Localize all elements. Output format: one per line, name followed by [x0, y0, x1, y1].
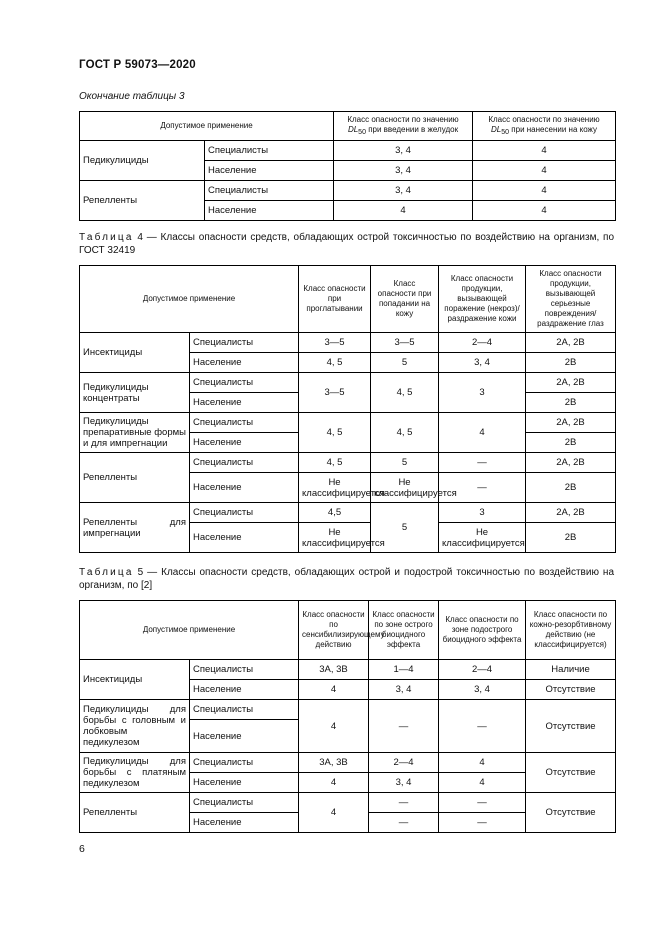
document-header: ГОСТ Р 59073—2020	[79, 59, 196, 71]
cell-value: Отсутствие	[526, 680, 616, 700]
cell-value: 4, 5	[371, 373, 439, 413]
cell-value: 4, 5	[299, 453, 371, 473]
table5-header-skin-resorptive: Класс опасности по кожно-резорбтивному действию (не классифицируется)	[526, 601, 616, 660]
user-category: Специалисты	[190, 333, 299, 353]
cell-value: 2—4	[439, 660, 526, 680]
cell-value: 3, 4	[369, 773, 439, 793]
cell-value: 2—4	[439, 333, 526, 353]
user-category: Население	[190, 393, 299, 413]
user-category: Население	[205, 201, 334, 221]
table3-header-application: Допустимое применение	[80, 112, 334, 141]
cell-value: 3А, 3В	[299, 753, 369, 773]
group-name: Педикулициды концентраты	[80, 373, 190, 413]
cell-value: 4	[473, 161, 616, 181]
cell-value: 1—4	[369, 660, 439, 680]
table4-caption: Таблица 4 — Классы опасности средств, обладающих острой токсичностью по воздействию на организм, по ГОСТ 32419	[79, 232, 615, 256]
table3-continuation-label: Окончание таблицы 3	[79, 91, 185, 102]
cell-value: 4, 5	[299, 413, 371, 453]
table5	[79, 600, 616, 833]
cell-value: 2В	[526, 393, 616, 413]
table3	[79, 111, 616, 221]
table4-header-skin-contact: Класс опасности при попадании на кожу	[371, 266, 439, 333]
cell-value: —	[369, 813, 439, 833]
cell-value: 4	[334, 201, 473, 221]
user-category: Население	[190, 720, 299, 753]
table-row	[80, 453, 616, 473]
user-category: Специалисты	[190, 700, 299, 720]
group-name: Инсектициды	[80, 333, 190, 373]
cell-value: 3—5	[299, 373, 371, 413]
cell-value: 3—5	[299, 333, 371, 353]
user-category: Специалисты	[190, 793, 299, 813]
cell-value: 2—4	[369, 753, 439, 773]
cell-value: 4, 5	[299, 353, 371, 373]
table-row	[80, 141, 616, 161]
table-row	[80, 660, 616, 680]
user-category: Специалисты	[190, 503, 299, 523]
table-row	[80, 373, 616, 393]
cell-value: 2А, 2В	[526, 333, 616, 353]
cell-value: —	[439, 453, 526, 473]
user-category: Население	[190, 773, 299, 793]
cell-value: —	[369, 793, 439, 813]
user-category: Специалисты	[190, 753, 299, 773]
cell-value: 3, 4	[334, 161, 473, 181]
table-row	[80, 333, 616, 353]
user-category: Население	[205, 161, 334, 181]
cell-value: 5	[371, 503, 439, 553]
cell-value: Отсутствие	[526, 700, 616, 753]
cell-value: 2А, 2В	[526, 413, 616, 433]
user-category: Специалисты	[190, 660, 299, 680]
cell-value: —	[439, 793, 526, 813]
cell-value: —	[439, 813, 526, 833]
cell-value: 4,5	[299, 503, 371, 523]
table-row	[80, 503, 616, 523]
group-name: Инсектициды	[80, 660, 190, 700]
cell-value: 4	[473, 141, 616, 161]
cell-value: 4	[299, 793, 369, 833]
cell-value: 3, 4	[439, 680, 526, 700]
cell-value: 2В	[526, 433, 616, 453]
cell-value: Отсутствие	[526, 753, 616, 793]
cell-value: 3, 4	[334, 141, 473, 161]
table4-header-eye-damage: Класс опасности продукции, вызывающей серьезные повреждения/ раздражение глаз	[526, 266, 616, 333]
table5-header-subacute-biocidal: Класс опасности по зоне подострого биоцидного эффекта	[439, 601, 526, 660]
cell-value: 2В	[526, 523, 616, 553]
group-name: Педикулициды препаративные формы и для импрегнации	[80, 413, 190, 453]
table3-header-dl50-dermal: Класс опасности по значению $DL_{50}$ при нанесении на кожу	[473, 112, 616, 141]
cell-value: 4	[439, 773, 526, 793]
cell-value: 3, 4	[439, 353, 526, 373]
cell-value: 5	[371, 353, 439, 373]
cell-value: 5	[371, 453, 439, 473]
user-category: Население	[190, 680, 299, 700]
table4	[79, 265, 616, 553]
group-name: Педикулициды для борьбы с платяным педикулезом	[80, 753, 190, 793]
table-row	[80, 700, 616, 720]
cell-value: 4	[299, 680, 369, 700]
cell-value: Не классифицируется	[371, 473, 439, 503]
cell-value: 3	[439, 373, 526, 413]
group-name: Репелленты	[80, 181, 205, 221]
table5-header-sensitization: Класс опасности по сенсибилизирующему действию	[299, 601, 369, 660]
table3-header-dl50-oral: Класс опасности по значению $DL_{50}$ при введении в желудок	[334, 112, 473, 141]
cell-value: 4	[473, 181, 616, 201]
cell-value: 4	[439, 753, 526, 773]
cell-value: 3А, 3В	[299, 660, 369, 680]
cell-value: Не классифицируется	[439, 523, 526, 553]
user-category: Специалисты	[205, 181, 334, 201]
table4-header-ingestion: Класс опасности при проглатывании	[299, 266, 371, 333]
page-number: 6	[79, 843, 85, 855]
table5-header-application: Допустимое применение	[80, 601, 299, 660]
user-category: Население	[190, 353, 299, 373]
group-name: Репелленты	[80, 453, 190, 503]
cell-value: —	[439, 473, 526, 503]
user-category: Специалисты	[190, 373, 299, 393]
group-name: Репелленты	[80, 793, 190, 833]
table5-caption: Таблица 5 — Классы опасности средств, обладающих острой и подострой токсичностью по воздействию на организм, по [2]	[79, 567, 615, 591]
user-category: Специалисты	[190, 413, 299, 433]
user-category: Население	[190, 433, 299, 453]
cell-value: 2А, 2В	[526, 373, 616, 393]
cell-value: 4	[473, 201, 616, 221]
cell-value: Наличие	[526, 660, 616, 680]
cell-value: —	[369, 700, 439, 753]
cell-value: 2В	[526, 353, 616, 373]
cell-value: 4	[299, 700, 369, 753]
user-category: Население	[190, 523, 299, 553]
table-row	[80, 413, 616, 433]
cell-value: 4	[439, 413, 526, 453]
cell-value: Не классифицируется	[299, 523, 371, 553]
table-row	[80, 753, 616, 773]
user-category: Специалисты	[205, 141, 334, 161]
table-row	[80, 793, 616, 813]
cell-value: 3—5	[371, 333, 439, 353]
cell-value: 2В	[526, 473, 616, 503]
table4-header-application: Допустимое применение	[80, 266, 299, 333]
cell-value: 3	[439, 503, 526, 523]
cell-value: 3, 4	[369, 680, 439, 700]
cell-value: 4, 5	[371, 413, 439, 453]
cell-value: 4	[299, 773, 369, 793]
user-category: Население	[190, 813, 299, 833]
cell-value: Отсутствие	[526, 793, 616, 833]
table5-header-acute-biocidal: Класс опасности по зоне острого биоцидного эффекта	[369, 601, 439, 660]
group-name: Педикулициды	[80, 141, 205, 181]
user-category: Специалисты	[190, 453, 299, 473]
user-category: Население	[190, 473, 299, 503]
group-name: Репелленты для импрегнации	[80, 503, 190, 553]
cell-value: —	[439, 700, 526, 753]
group-name: Педикулициды для борьбы с головным и лобковым педикулезом	[80, 700, 190, 753]
cell-value: 2А, 2В	[526, 453, 616, 473]
cell-value: Не классифицируется	[299, 473, 371, 503]
table4-header-skin-irritation: Класс опасности продукции, вызывающей поражение (некроз)/ раздражение кожи	[439, 266, 526, 333]
cell-value: 3, 4	[334, 181, 473, 201]
cell-value: 2А, 2В	[526, 503, 616, 523]
table-row	[80, 181, 616, 201]
